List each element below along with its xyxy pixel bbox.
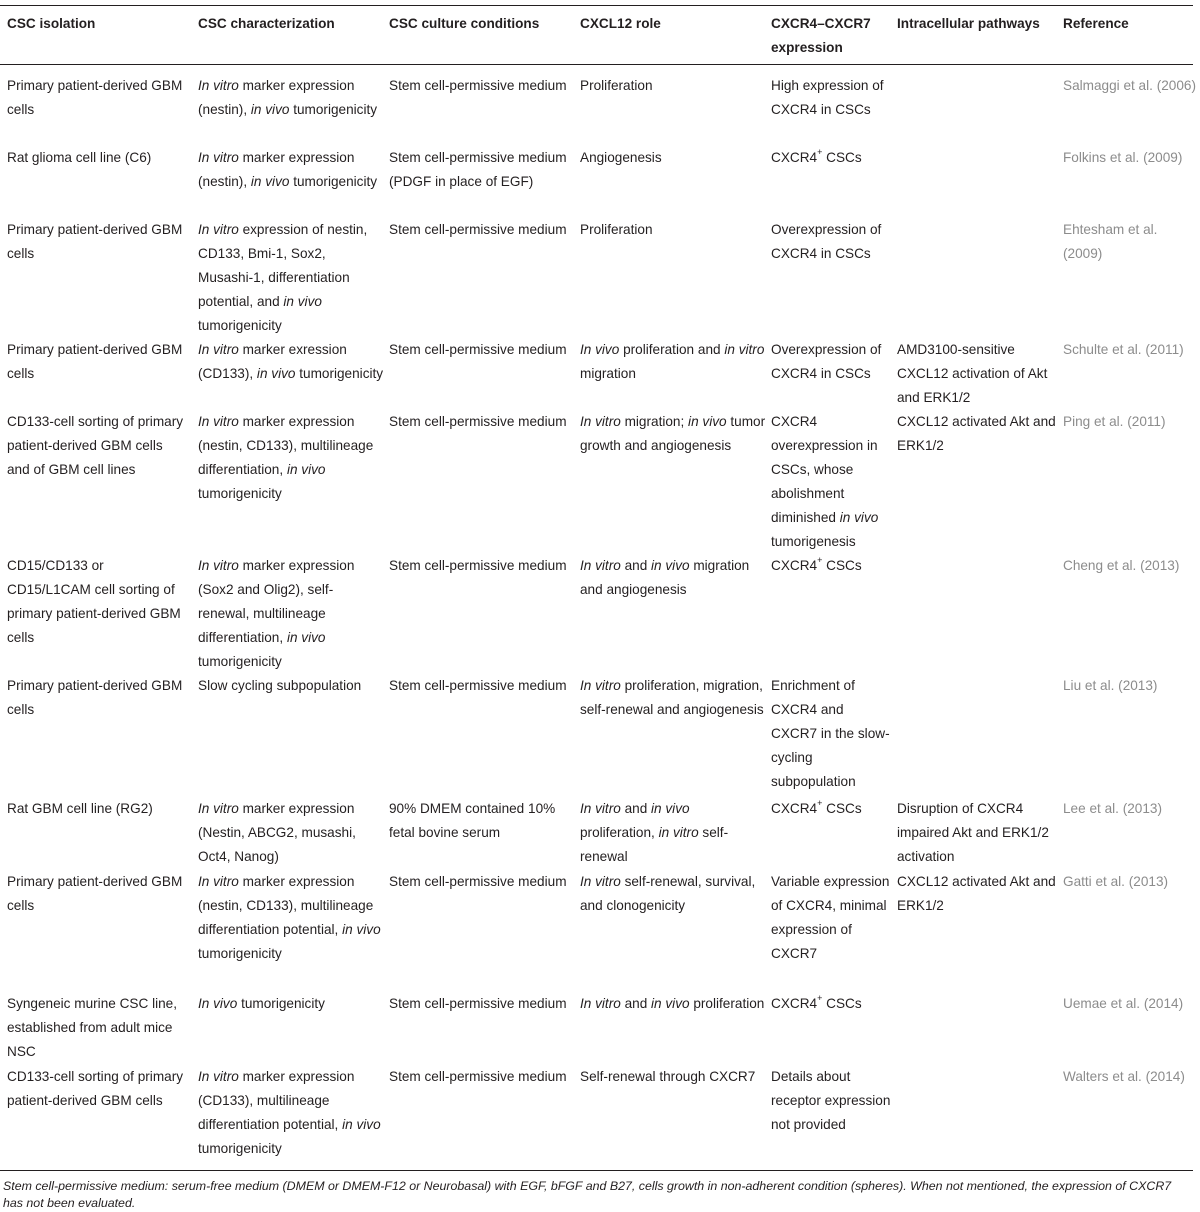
cell-expression: CXCR4+ CSCs	[771, 147, 862, 165]
cell-reference: Ping et al. (2011)	[1063, 414, 1166, 429]
cell-reference: Lee et al. (2013)	[1063, 801, 1162, 816]
cell-expression: Variable expression of CXCR4, minimal expression of CXCR7	[771, 874, 890, 961]
cell-role: In vitro and in vivo migration and angiogenesis	[580, 558, 750, 597]
header-expression: CXCR4–CXCR7 expression	[771, 16, 871, 55]
cell-isolation: Primary patient-derived GBM cells	[7, 78, 183, 117]
cell-characterization: Slow cycling subpopulation	[198, 678, 362, 693]
cell-isolation: Primary patient-derived GBM cells	[7, 222, 183, 261]
top-rule	[0, 5, 1193, 6]
cell-culture: Stem cell-permissive medium	[389, 874, 567, 889]
cell-expression: CXCR4+ CSCs	[771, 798, 862, 816]
cell-expression: High expression of CXCR4 in CSCs	[771, 78, 884, 117]
cell-reference: Cheng et al. (2013)	[1063, 558, 1180, 573]
cell-role: In vivo proliferation and in vitro migration	[580, 342, 765, 381]
cell-pathways: Disruption of CXCR4 impaired Akt and ERK1/2 activation	[897, 801, 1049, 864]
cell-reference: Gatti et al. (2013)	[1063, 874, 1169, 889]
cell-pathways: CXCL12 activated Akt and ERK1/2	[897, 874, 1056, 913]
cell-pathways: AMD3100-sensitive CXCL12 activation of Akt and ERK1/2	[897, 342, 1048, 405]
cell-characterization: In vitro marker expression (nestin), in vivo tumorigenicity	[198, 78, 378, 117]
cell-characterization: In vitro marker expression (nestin, CD133), multilineage differentiation potential, in vivo tumorigenicity	[198, 874, 381, 961]
cell-expression: Enrichment of CXCR4 and CXCR7 in the slow-cycling subpopulation	[771, 678, 890, 789]
cell-isolation: Rat glioma cell line (C6)	[7, 150, 152, 165]
cell-culture: Stem cell-permissive medium	[389, 678, 567, 693]
header-isolation: CSC isolation	[7, 16, 96, 31]
cell-role: Proliferation	[580, 78, 653, 93]
cell-isolation: Rat GBM cell line (RG2)	[7, 801, 153, 816]
cell-culture: Stem cell-permissive medium	[389, 996, 567, 1011]
cell-role: In vitro and in vivo proliferation, in vitro self-renewal	[580, 801, 729, 864]
cell-reference: Schulte et al. (2011)	[1063, 342, 1184, 357]
cell-isolation: CD133-cell sorting of primary patient-derived GBM cells and of GBM cell lines	[7, 414, 184, 477]
cell-expression: CXCR4+ CSCs	[771, 555, 862, 573]
cell-characterization: In vitro marker expression (nestin, CD133), multilineage differentiation, in vivo tumorigenicity	[198, 414, 374, 501]
cell-characterization: In vivo tumorigenicity	[198, 996, 325, 1011]
cell-isolation: Primary patient-derived GBM cells	[7, 678, 183, 717]
cell-role: In vitro self-renewal, survival, and clonogenicity	[580, 874, 756, 913]
cell-pathways: CXCL12 activated Akt and ERK1/2	[897, 414, 1056, 453]
cell-expression: Overexpression of CXCR4 in CSCs	[771, 342, 882, 381]
cell-reference: Folkins et al. (2009)	[1063, 150, 1183, 165]
header-rule	[0, 64, 1193, 65]
cell-role: In vitro proliferation, migration, self-renewal and angiogenesis	[580, 678, 764, 717]
cell-role: Self-renewal through CXCR7	[580, 1069, 756, 1084]
cell-characterization: In vitro marker expression (Nestin, ABCG2, musashi, Oct4, Nanog)	[198, 801, 356, 864]
bottom-rule	[0, 1170, 1193, 1171]
cell-culture: Stem cell-permissive medium	[389, 342, 567, 357]
cell-culture: Stem cell-permissive medium	[389, 222, 567, 237]
cell-culture: 90% DMEM contained 10% fetal bovine serum	[389, 801, 556, 840]
cell-role: Proliferation	[580, 222, 653, 237]
cell-reference: Walters et al. (2014)	[1063, 1069, 1185, 1084]
cell-isolation: CD133-cell sorting of primary patient-derived GBM cells	[7, 1069, 184, 1108]
cell-culture: Stem cell-permissive medium	[389, 414, 567, 429]
cell-characterization: In vitro marker expression (CD133), multilineage differentiation potential, in vivo tumorigenicity	[198, 1069, 381, 1156]
header-culture: CSC culture conditions	[389, 16, 540, 31]
header-characterization: CSC characterization	[198, 16, 335, 31]
cell-characterization: In vitro marker exression (CD133), in vivo tumorigenicity	[198, 342, 384, 381]
cell-culture: Stem cell-permissive medium (PDGF in place of EGF)	[389, 150, 567, 189]
cell-culture: Stem cell-permissive medium	[389, 558, 567, 573]
cell-characterization: In vitro marker expression (nestin), in vivo tumorigenicity	[198, 150, 378, 189]
cell-expression: Details about receptor expression not provided	[771, 1069, 891, 1132]
cell-expression: CXCR4+ CSCs	[771, 993, 862, 1011]
cell-role: Angiogenesis	[580, 150, 662, 165]
cell-isolation: Syngeneic murine CSC line, established from adult mice NSC	[7, 996, 178, 1059]
cell-role: In vitro migration; in vivo tumor growth and angiogenesis	[580, 414, 766, 453]
table-footnote: Stem cell-permissive medium: serum-free medium (DMEM or DMEM-F12 or Neurobasal) with EGF, bFGF and B27, cells growth in non-adherent condition (spheres). When not mentioned, the expression of CXCR7 has not been evaluated.	[3, 1179, 1172, 1210]
cell-reference: Salmaggi et al. (2006)	[1063, 78, 1196, 93]
cell-isolation: CD15/CD133 or CD15/L1CAM cell sorting of primary patient-derived GBM cells	[7, 558, 181, 645]
cell-isolation: Primary patient-derived GBM cells	[7, 342, 183, 381]
cell-role: In vitro and in vivo proliferation	[580, 996, 765, 1011]
cell-isolation: Primary patient-derived GBM cells	[7, 874, 183, 913]
header-role: CXCL12 role	[580, 16, 661, 31]
cell-expression: Overexpression of CXCR4 in CSCs	[771, 222, 882, 261]
header-pathways: Intracellular pathways	[897, 16, 1040, 31]
cell-characterization: In vitro expression of nestin, CD133, Bmi-1, Sox2, Musashi-1, differentiation potential, and in vivo tumorigenicity	[198, 222, 368, 333]
cell-expression: CXCR4 overexpression in CSCs, whose abolishment diminished in vivo tumorigenesis	[771, 414, 879, 549]
cell-reference: Uemae et al. (2014)	[1063, 996, 1184, 1011]
cell-culture: Stem cell-permissive medium	[389, 1069, 567, 1084]
cell-culture: Stem cell-permissive medium	[389, 78, 567, 93]
header-reference: Reference	[1063, 16, 1129, 31]
cell-reference: Ehtesham et al. (2009)	[1063, 222, 1158, 261]
cell-reference: Liu et al. (2013)	[1063, 678, 1158, 693]
cell-characterization: In vitro marker expression (Sox2 and Olig2), self-renewal, multilineage differentiation, in vivo tumorigenicity	[198, 558, 355, 669]
